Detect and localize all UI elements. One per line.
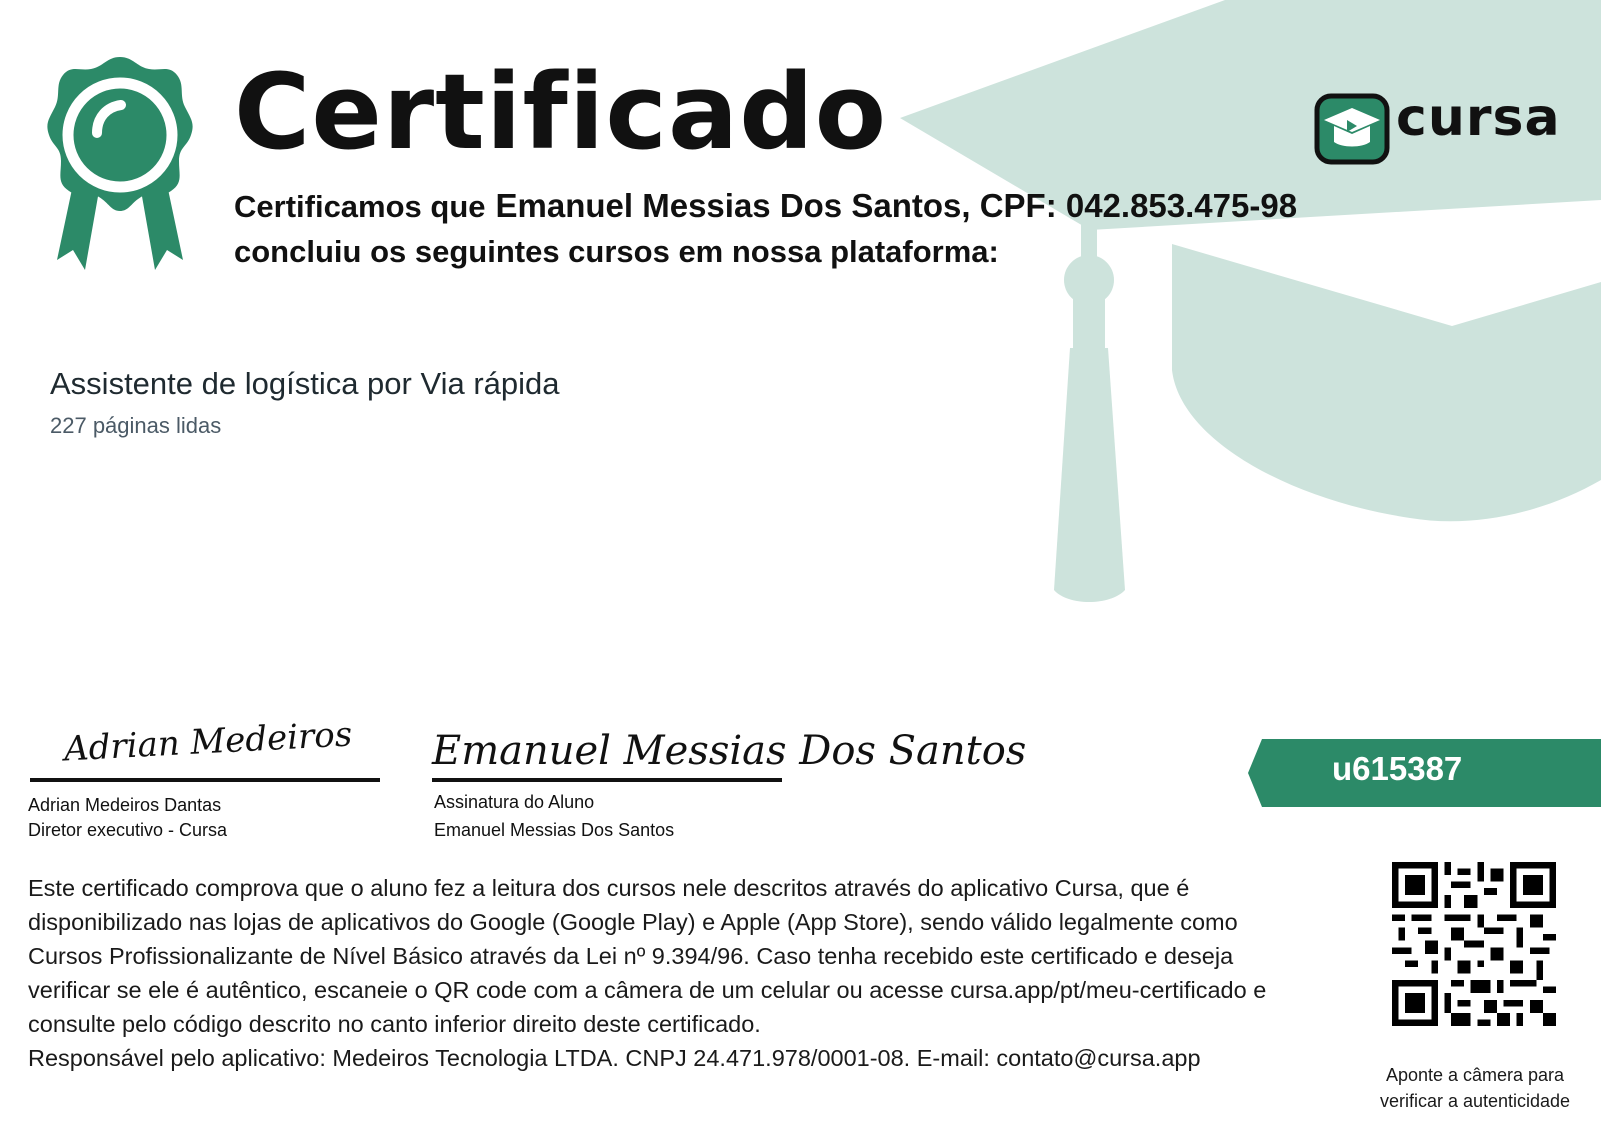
award-ribbon-icon [45,55,195,275]
conclusion-text: concluiu os seguintes cursos em nossa plataforma: [234,234,999,269]
legal-text [28,871,1318,1075]
qr-caption-line-1: Aponte a câmera para [1385,1065,1565,1085]
director-signature: Adrian Medeiros [63,714,354,770]
certificate-intro-line [234,187,1297,225]
student-name: Emanuel Messias Dos Santos [434,820,675,840]
graduation-cap-play-icon [1314,90,1392,168]
legal-paragraph: Este certificado comprova que o aluno fez a leitura dos cursos nele descritos através do aplicativo Cursa, que é disponibilizado nas lojas de aplicativos do Google (Google Play) e Apple (App Store), sendo válido legalmente como Cursos Profissionalizante de Nível Básico através da Lei nº 9.394/96. Caso tenha recebido este certificado e deseja verificar se ele é autêntico, escaneie o QR code com a câmera de um celular ou acesse cursa.app/pt/meu-certificado e consulte pelo código descrito no canto inferior direito deste certificado. [28,875,1267,1037]
student-name-cpf: Emanuel Messias Dos Santos, CPF: 042.853.475-98 [495,187,1298,224]
qr-caption [1352,1062,1598,1114]
verification-code: u615387 [1332,750,1463,787]
student-signature: Emanuel Messias Dos Santos [432,728,1027,774]
responsible-line: Responsável pelo aplicativo: Medeiros Tecnologia LTDA. CNPJ 24.471.978/0001-08. E-mail: contato@cursa.app [28,1045,1201,1071]
qr-code[interactable] [1392,862,1556,1026]
student-signature-line [432,778,782,782]
director-name: Adrian Medeiros Dantas [28,795,222,815]
director-role: Diretor executivo - Cursa [28,820,228,840]
director-signature-line [30,778,380,782]
course-pages-read: 227 páginas lidas [50,413,222,438]
course-name: Assistente de logística por Via rápida [50,366,560,401]
qr-caption-line-2: verificar a autenticidade [1379,1091,1571,1111]
student-signature-label: Assinatura do Aluno [434,792,595,812]
certificate-title: Certificado [234,51,888,173]
cursa-logo-text: cursa [1396,88,1561,148]
intro-text: Certificamos que [234,189,486,224]
